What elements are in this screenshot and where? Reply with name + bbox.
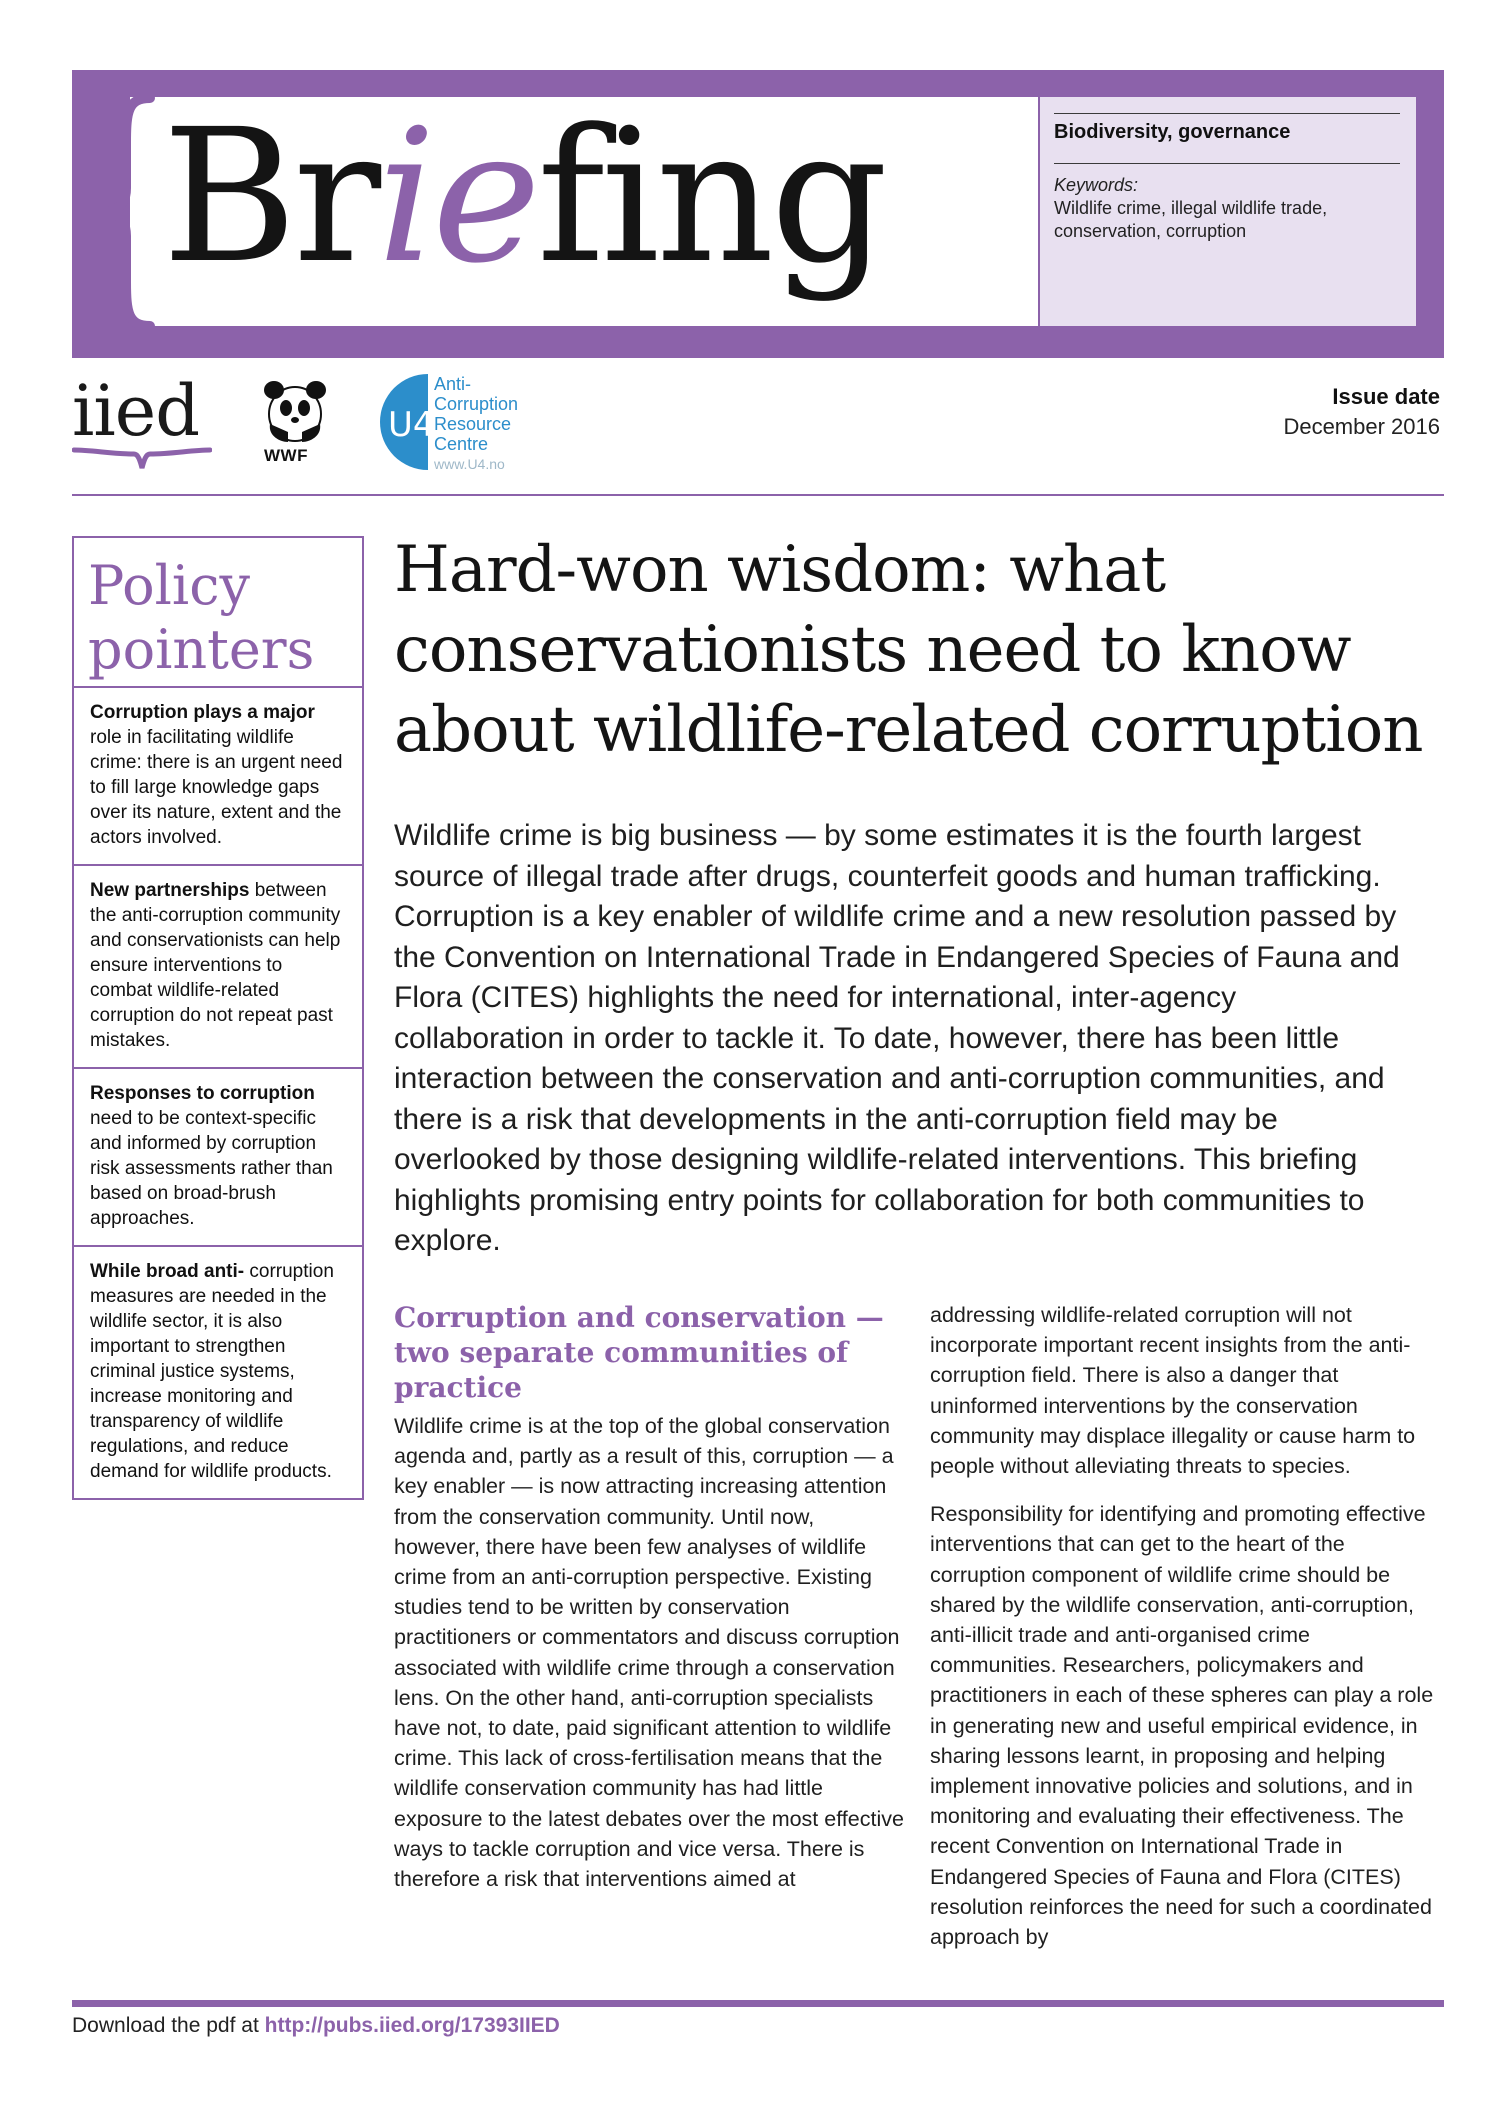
pdf-download-link[interactable]: http://pubs.iied.org/17393IIED [264, 2014, 560, 2037]
policy-pointers-title: Policy pointers [88, 554, 315, 681]
u4-url: www.U4.no [434, 456, 505, 472]
wwf-wordmark: WWF [264, 446, 308, 465]
section-heading: Corruption and conservation — two separate communities of practice [394, 1301, 884, 1404]
policy-pointers-box [72, 536, 364, 1500]
body-paragraph: Wildlife crime is at the top of the global conservation agenda and, partly as a result of this, corruption — a key enabler — is now attracting increasing attention from the conservation community. Until now, however, there have been few analyses of wildlife crime from an anti-corruption perspective. Existing studies tend to be written by conservation practitioners or commentators and discuss corruption associated with wildlife crime through a conservation lens. On the other hand, anti-corruption specialists have not, to date, paid significant attention to wildlife crime. This lack of cross-fertilisation means that the wildlife conservation community has had little exposure to the latest debates over the most effective ways to tackle corruption and vice versa. There is therefore a risk that interventions aimed at [394, 1414, 904, 1892]
u4-name: Anti- Corruption Resource Centre [434, 374, 519, 454]
body-paragraph: Responsibility for identifying and promoting effective interventions that can get to the heart of the corruption component of wildlife crime should be shared by the wildlife conservation, anti-corruption, anti-illicit trade and anti-organised crime communities. Researchers, policymakers and practitioners in each of these spheres can play a role in generating new and useful empirical evidence, in sharing lessons learnt, in proposing and helping implement innovative policies and solutions, and in monitoring and evaluating their effectiveness. The recent Convention on International Trade in Endangered Species of Fauna and Flora (CITES) resolution reinforces the need for such a coordinated approach by [930, 1502, 1434, 1950]
brace-icon [98, 92, 158, 332]
header-divider [72, 494, 1444, 496]
issue-date-label: Issue date [1332, 384, 1440, 409]
panda-icon [260, 378, 330, 444]
svg-text:U4: U4 [388, 405, 435, 445]
body-paragraph: addressing wildlife-related corruption will not incorporate important recent insights from the anti-corruption field. There is also a danger that uninformed interventions by the conservation community may displace illegality or cause harm to people without alleviating threats to species. [930, 1303, 1416, 1479]
column-right [930, 1300, 1440, 1970]
iied-wordmark: iied [72, 370, 200, 452]
issue-date-value: December 2016 [1283, 414, 1440, 439]
keywords-label: Keywords: [1054, 175, 1139, 195]
iied-logo [72, 370, 212, 479]
footer [72, 2014, 560, 2038]
keywords-list: Wildlife crime, illegal wildlife trade, conservation, corruption [1054, 198, 1328, 241]
policy-pointer: While broad anti- corruption measures are needed in the wildlife sector, it is also important to strengthen criminal justice systems, increase monitoring and transparency of wildlife regulations, and reduce demand for wildlife products. [74, 1245, 362, 1498]
topic-label: Biodiversity, governance [1054, 121, 1291, 143]
policy-pointer: New partnerships between the anti-corruption community and conservationists can help ensure interventions to combat wildlife-related corruption do not repeat past mistakes. [74, 864, 362, 1067]
wwf-logo [260, 378, 336, 465]
footer-prefix: Download the pdf at [72, 2014, 265, 2037]
column-left [394, 1300, 904, 1912]
issue-date [1283, 384, 1440, 440]
article-lede: Wildlife crime is big business — by some estimates it is the fourth largest source of illegal trade after drugs, counterfeit goods and human trafficking. Corruption is a key enabler of wildlife crime and a new resolution passed by the Convention on International Trade in Endangered Species of Fauna and Flora (CITES) highlights the need for international, inter-agency collaboration in order to tackle it. To date, however, there has been little interaction between the conservation and anti-corruption communities, and there is a risk that developments in the anti-corruption field may be overlooked by those designing wildlife-related interventions. This briefing highlights promising entry points for collaboration for both communities to explore. [394, 819, 1400, 1257]
article-headline: Hard-won wisdom: what conservationists need to know about wildlife-related corruption [394, 533, 1423, 767]
iied-underline-icon [72, 446, 212, 474]
masthead-title: Briefing [162, 90, 885, 304]
policy-pointer: Corruption plays a major role in facilitating wildlife crime: there is an urgent need to fill large knowledge gaps over its nature, extent and the actors involved. [74, 686, 362, 864]
policy-pointer: Responses to corruption need to be context-specific and informed by corruption risk assessments rather than based on broad-brush approaches. [74, 1067, 362, 1245]
topic-box [1040, 97, 1416, 326]
footer-divider [72, 2000, 1444, 2007]
